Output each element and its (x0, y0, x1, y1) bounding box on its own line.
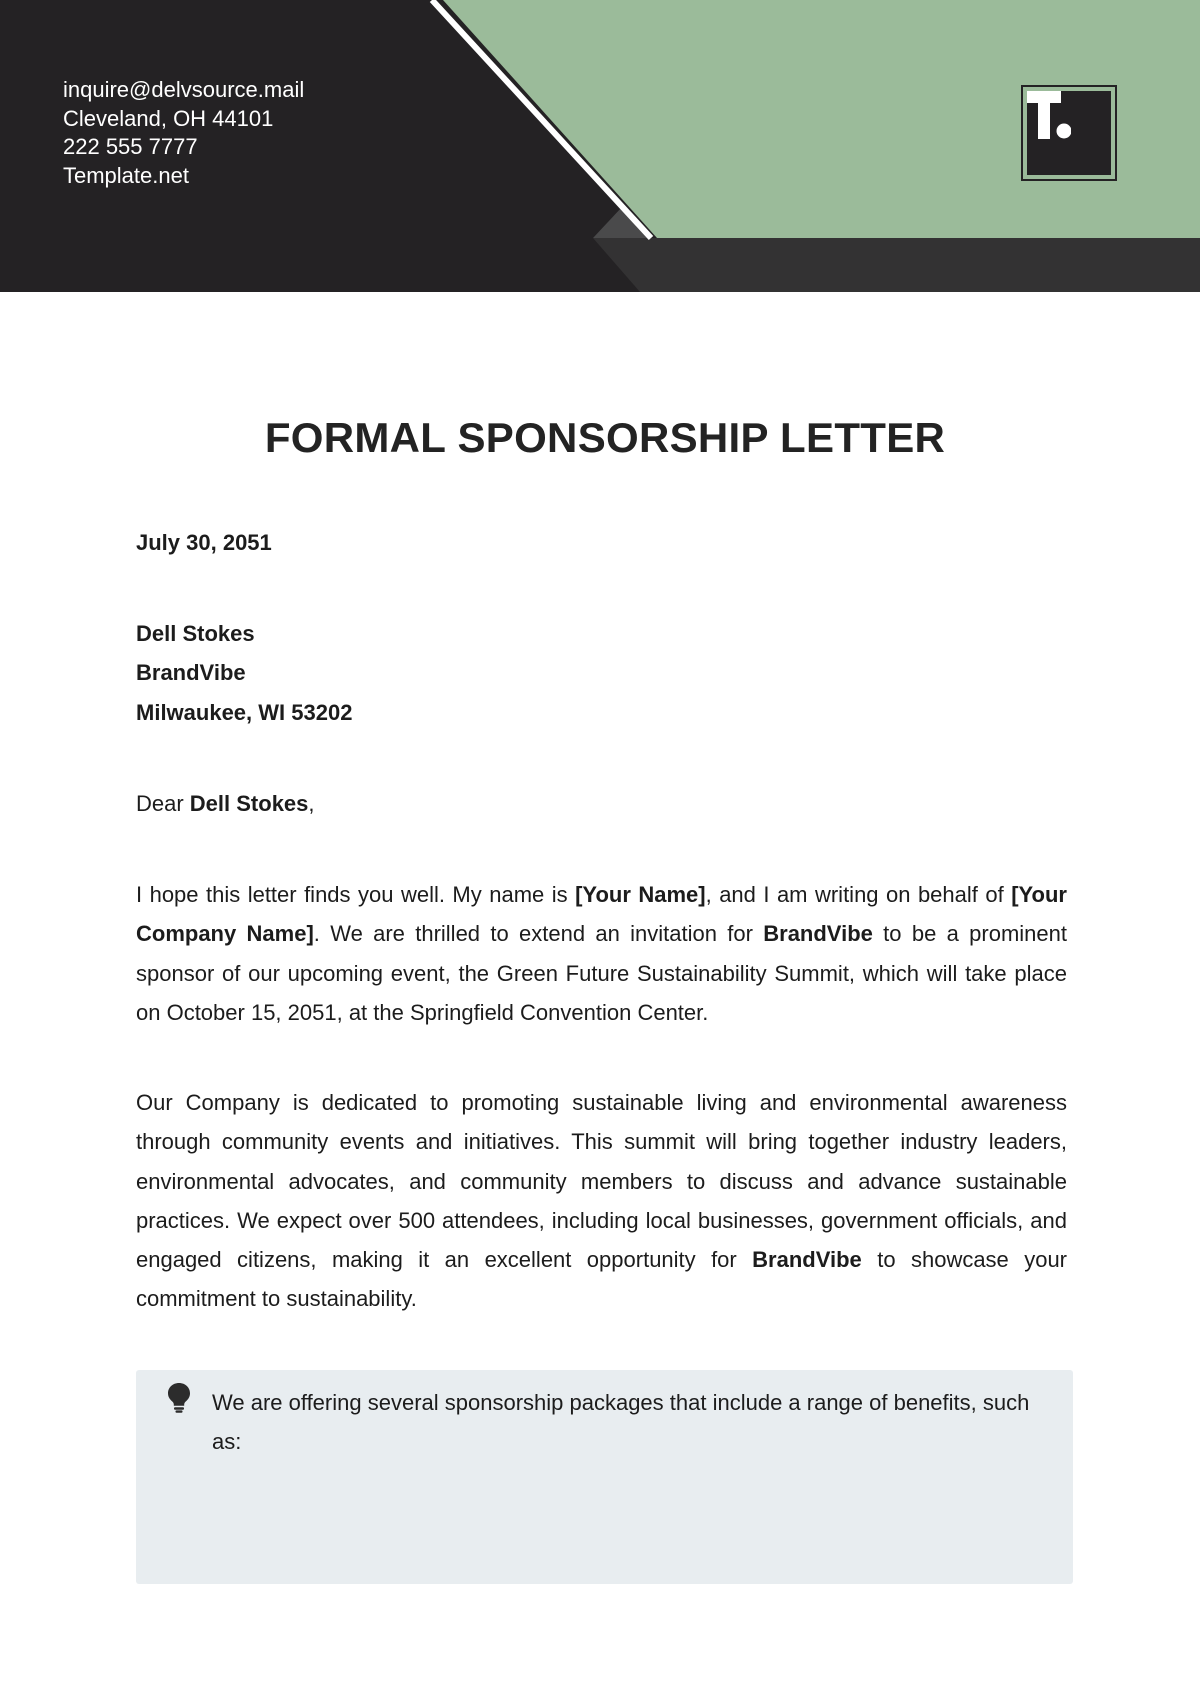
sponsorship-callout (136, 1370, 1073, 1584)
contact-info (63, 76, 304, 190)
letter-date: July 30, 2051 (136, 530, 272, 555)
paragraph-company-info: Our Company is dedicated to promoting sustainable living and environmental awareness through community events and initiatives. This summit will bring together industry leaders, environmental advocates, and community members to discuss and advance sustainable practices. We expect over 500 attendees, including local businesses, government officials, and engaged citizens, making it an excellent opportunity for BrandVibe to showcase your commitment to sustainability. (136, 1090, 1068, 1312)
page-title: FORMAL SPONSORSHIP LETTER (264, 414, 946, 461)
lightbulb-icon (168, 1383, 190, 1413)
callout-text: We are offering several sponsorship packages that include a range of benefits, such as: (212, 1390, 1030, 1455)
recipient-name: Dell Stokes (136, 621, 255, 646)
template-logo-icon (1021, 85, 1117, 181)
sponsor-name: BrandVibe (763, 921, 873, 947)
dark-band (593, 238, 1200, 292)
sponsor-name: BrandVibe (752, 1247, 862, 1273)
placeholder-your-name: [Your Name] (575, 882, 706, 907)
recipient-company: BrandVibe (136, 660, 246, 686)
contact-email: inquire@delvsource.mail (63, 77, 305, 102)
contact-phone: 222 555 7777 (63, 134, 198, 159)
logo-t-glyph (1027, 91, 1071, 139)
salutation-name: Dell Stokes (189, 791, 309, 816)
salutation: Dear Dell Stokes, (136, 791, 315, 816)
paragraph-introduction: I hope this letter finds you well. My name is [Your Name], and I am writing on behalf of [Your Company Name]. We are thrilled to extend an invitation for BrandVibe to be a prominent sponsor of our upcoming event, the Green Future Sustainability Summit, which will take place on October 15, 2051, at the Springfield Convention Center. (136, 882, 1067, 1025)
recipient-address: Milwaukee, WI 53202 (136, 699, 353, 725)
contact-website: Template.net (63, 162, 189, 188)
placeholder-company-name: [Your Company Name] (136, 882, 1067, 947)
letterhead (0, 0, 1200, 292)
contact-address: Cleveland, OH 44101 (63, 105, 274, 131)
recipient-block (136, 614, 1067, 732)
